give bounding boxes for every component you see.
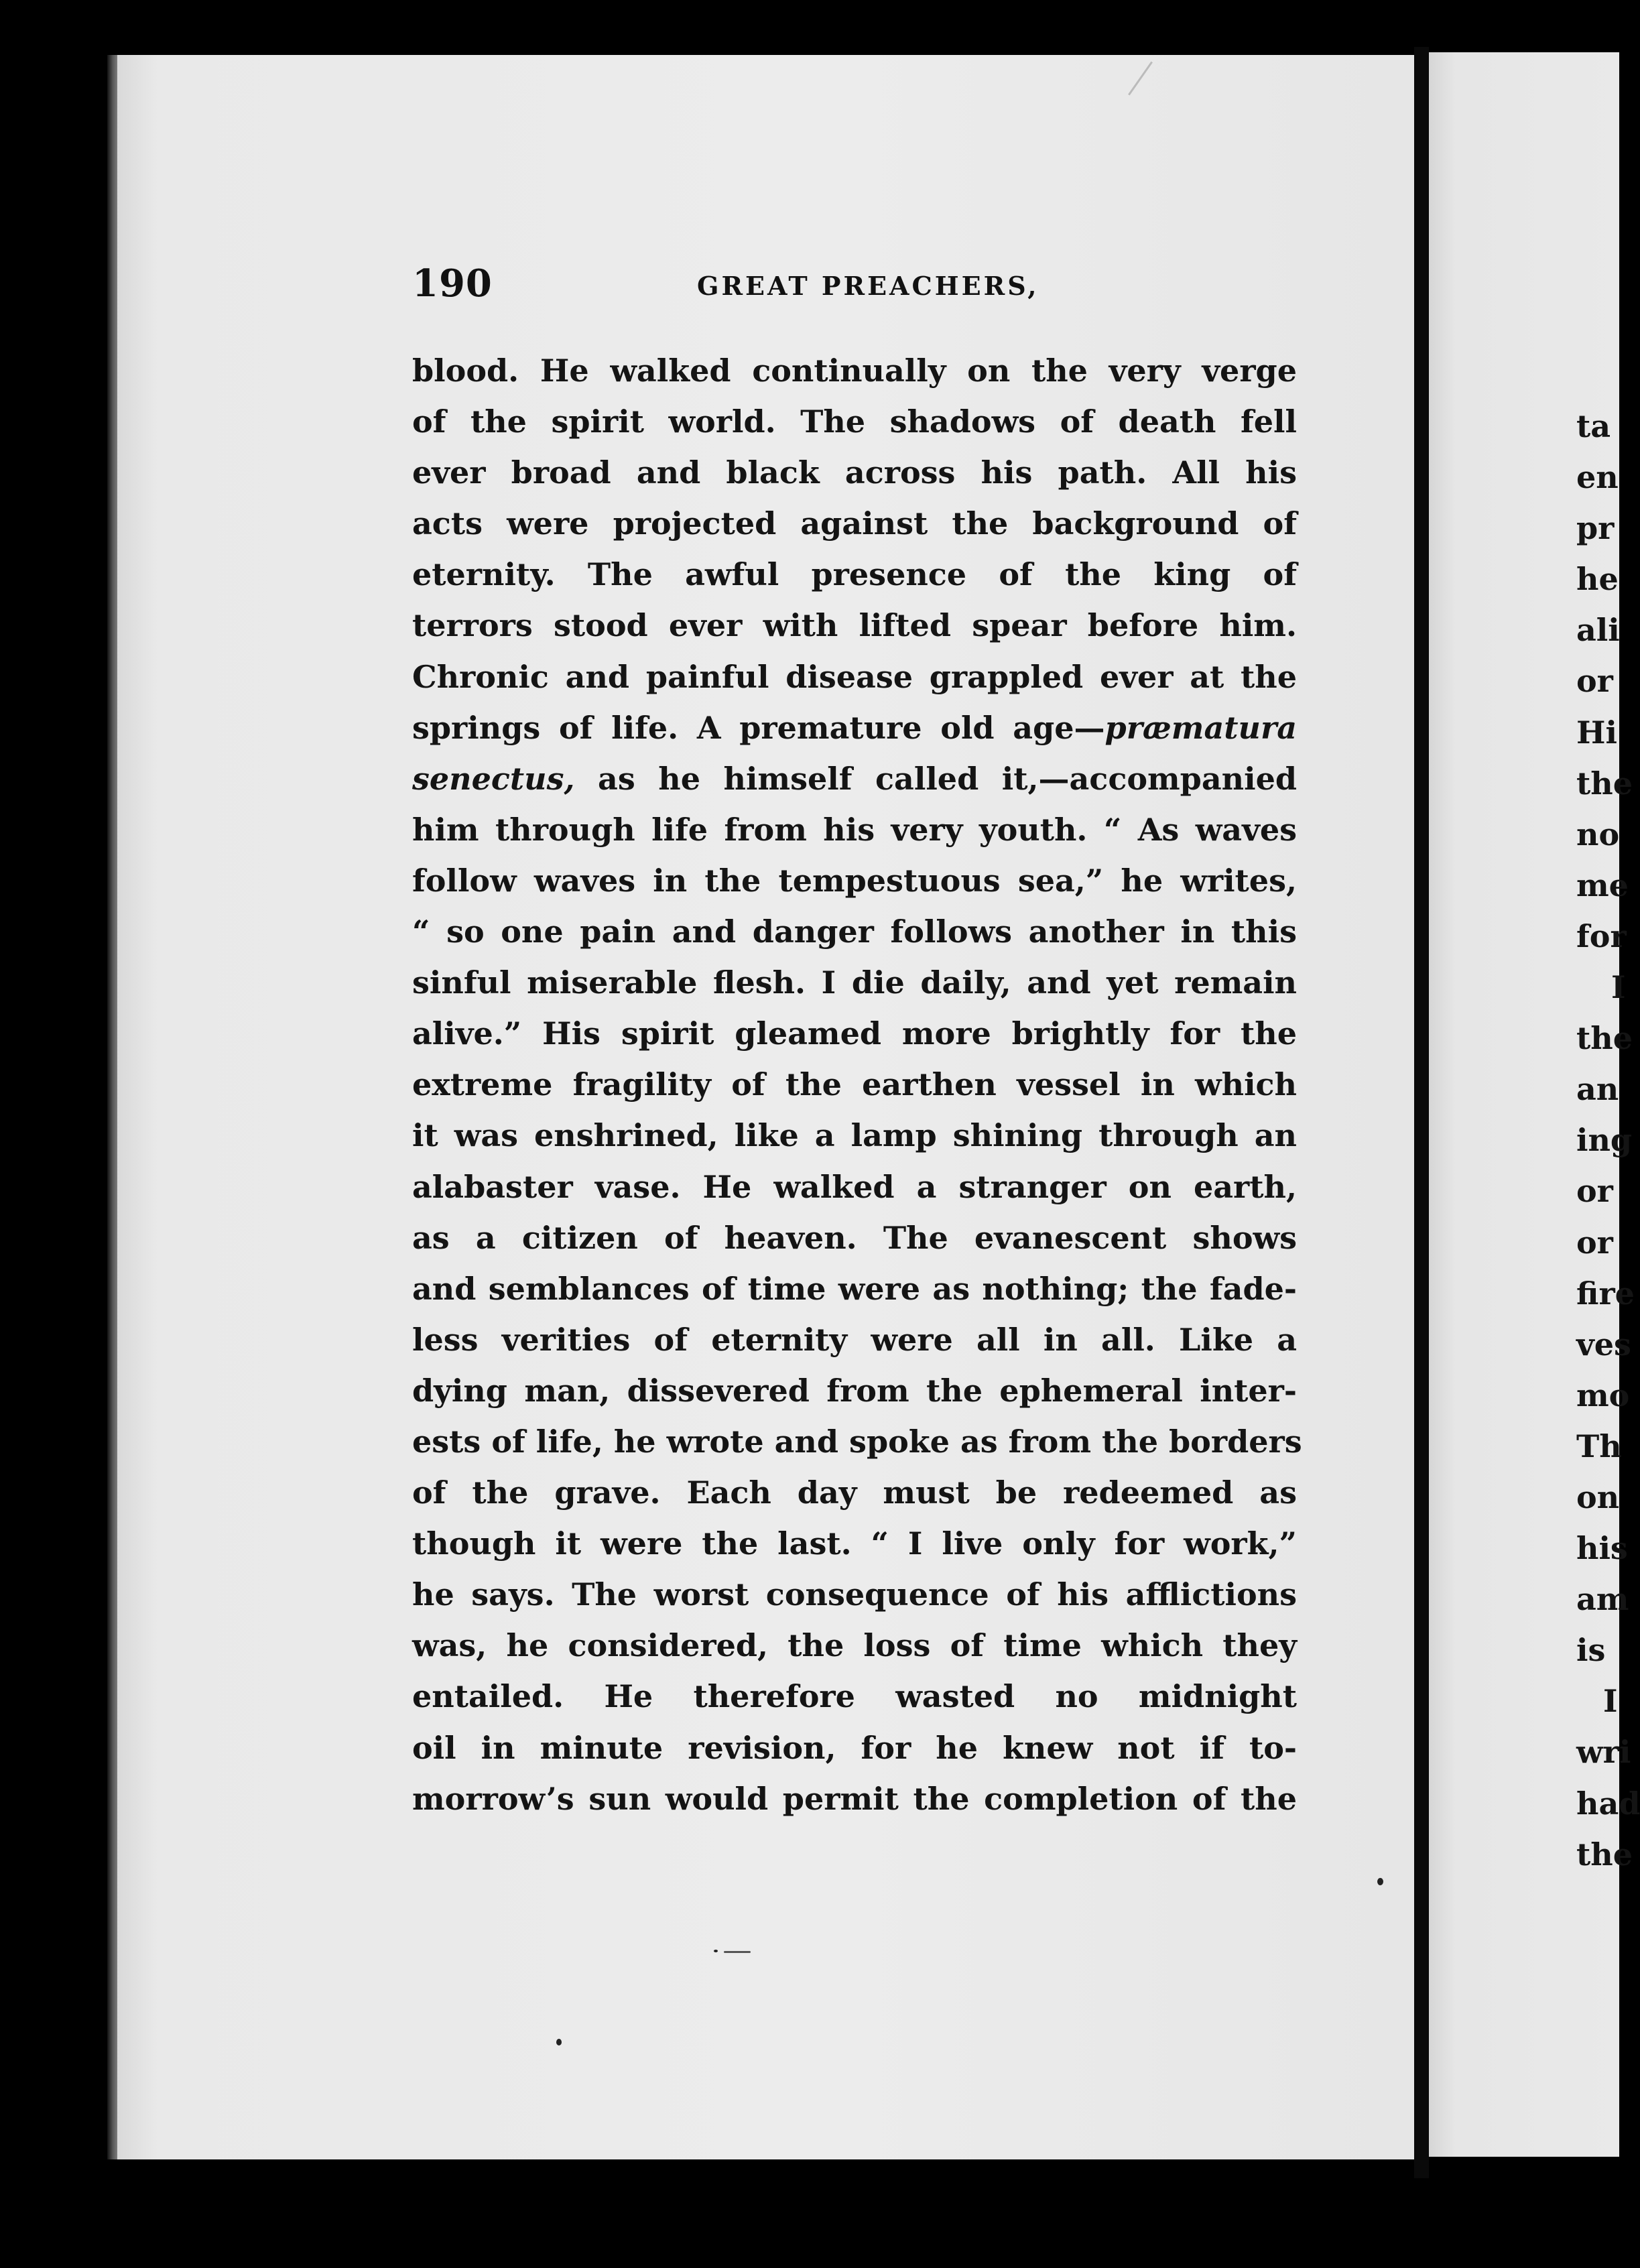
right-fragment: Th <box>1576 1428 1622 1464</box>
ink-speck <box>556 2039 562 2045</box>
right-fragment: his <box>1576 1530 1628 1567</box>
right-fragment: the <box>1576 1020 1633 1057</box>
right-fragment: ali <box>1576 612 1620 649</box>
right-fragment: he <box>1576 561 1619 598</box>
text-line: less verities of eternity were all in all. Like a <box>412 1321 1297 1358</box>
text-line: blood. He walked continually on the very verge <box>412 353 1297 389</box>
text-line: morrow’s sun would permit the completion of the <box>412 1780 1297 1817</box>
text-line: though it were the last. “ I live only for work,” <box>412 1525 1297 1562</box>
body-text <box>412 345 1302 1824</box>
text-line: Chronic and painful disease grappled ever at the <box>412 658 1297 695</box>
text-line: as a citizen of heaven. The evanescent shows <box>412 1219 1297 1256</box>
text-line: extreme fragility of the earthen vessel in which <box>412 1066 1297 1103</box>
right-fragment: fire <box>1576 1275 1635 1312</box>
text-line: alive.” His spirit gleamed more brightly for the <box>412 1015 1297 1052</box>
text-line: him through life from his very youth. “ As waves <box>412 811 1297 848</box>
right-fragment: ing <box>1576 1122 1633 1159</box>
right-fragment: Hi <box>1576 714 1617 751</box>
text-line: was, he considered, the loss of time which they <box>412 1627 1297 1664</box>
text-line: springs of life. A premature old age—præmatura <box>412 709 1297 746</box>
right-fragment: for <box>1576 918 1627 954</box>
right-fragment: is <box>1576 1632 1606 1669</box>
right-fragment: no <box>1576 816 1620 853</box>
text-line: eternity. The awful presence of the king of <box>412 556 1297 593</box>
text-line: ests of life, he wrote and spoke as from the borders <box>412 1423 1302 1460</box>
right-fragment: ves <box>1576 1326 1631 1363</box>
text-line: terrors stood ever with lifted spear before him. <box>412 607 1297 644</box>
text-line: senectus, as he himself called it,—accompanied <box>412 760 1297 797</box>
text-line: dying man, dissevered from the ephemeral inter- <box>412 1372 1297 1409</box>
right-fragment: or <box>1576 1173 1613 1210</box>
right-fragment: or <box>1576 1224 1613 1261</box>
ink-speck <box>1377 1878 1383 1885</box>
text-line: oil in minute revision, for he knew not if to- <box>412 1729 1297 1766</box>
ink-speck <box>724 1951 751 1953</box>
right-fragment: ta <box>1576 408 1611 444</box>
right-fragment: pr <box>1576 510 1615 547</box>
text-line: “ so one pain and danger follows another in this <box>412 914 1297 950</box>
page-number: 190 <box>412 261 493 306</box>
right-fragment: I <box>1611 969 1626 1006</box>
right-fragment: en <box>1576 459 1619 496</box>
right-fragment: am <box>1576 1581 1629 1618</box>
book-gutter <box>1414 47 1429 2178</box>
text-line: of the spirit world. The shadows of death fell <box>412 403 1297 440</box>
text-line: sinful miserable flesh. I die daily, and yet remain <box>412 964 1297 1001</box>
text-line: and semblances of time were as nothing; the fade- <box>412 1270 1297 1307</box>
right-fragment: mo <box>1576 1377 1630 1413</box>
italic-latin-phrase: senectus, <box>412 760 575 797</box>
right-fragment: the <box>1576 765 1633 802</box>
paper-crease <box>1128 62 1153 96</box>
right-fragment: an <box>1576 1071 1619 1108</box>
right-fragment: the <box>1576 1836 1633 1873</box>
text-line: he says. The worst consequence of his afflictions <box>412 1576 1297 1613</box>
right-page-edge <box>1429 52 1640 2157</box>
text-line: it was enshrined, like a lamp shining through an <box>412 1117 1297 1154</box>
right-page-text-column <box>1576 401 1640 1880</box>
italic-latin-phrase: præmatura <box>1105 709 1297 746</box>
right-fragment: me <box>1576 867 1629 903</box>
right-fragment: or <box>1576 663 1613 700</box>
right-fragment: had <box>1576 1785 1640 1822</box>
text-line: ever broad and black across his path. All his <box>412 454 1297 491</box>
right-fragment: on <box>1576 1478 1620 1515</box>
text-line: follow waves in the tempestuous sea,” he writes, <box>412 862 1297 899</box>
page-header <box>412 261 1297 308</box>
text-line: entailed. He therefore wasted no midnight <box>412 1678 1297 1715</box>
text-line: acts were projected against the background of <box>412 505 1297 542</box>
text-line: alabaster vase. He walked a stranger on earth, <box>412 1168 1297 1205</box>
ink-speck <box>714 1950 718 1952</box>
right-fragment: wri <box>1576 1734 1631 1771</box>
running-head: GREAT PREACHERS, <box>697 271 1039 301</box>
right-fragment: I <box>1603 1683 1618 1720</box>
text-line: of the grave. Each day must be redeemed as <box>412 1474 1297 1511</box>
